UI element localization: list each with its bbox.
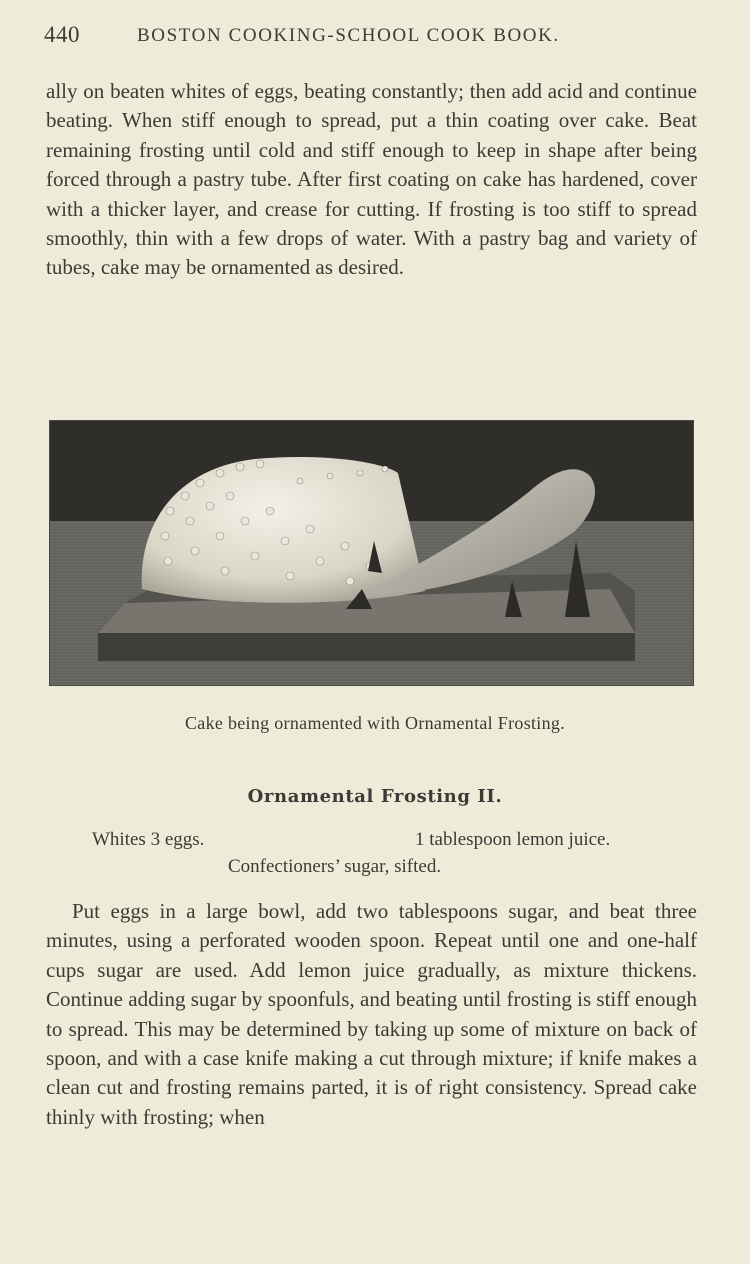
figure-caption: Cake being ornamented with Ornamental Frosting. bbox=[184, 713, 565, 733]
page-number: 440 bbox=[44, 22, 80, 47]
page-header bbox=[44, 22, 684, 52]
running-head: BOSTON COOKING-SCHOOL COOK BOOK. bbox=[137, 25, 560, 46]
cake-illustration bbox=[49, 420, 694, 686]
paragraph-recipe-method: Put eggs in a large bowl, add two tablespoons sugar, and beat three minutes, using a perforated wooden spoon. Repeat until one and one-half cups sugar are used. Add lemon juice gradually, as mixture thickens. Continue adding sugar by spoonfuls, and beating until frosting is stiff enough to spread. This may be determined by taking up some of mixture on back of spoon, and with a case knife making a cut through mixture; if knife makes a clean cut and frosting remains parted, it is of right consistency. Spread cake thinly with frosting; when bbox=[46, 899, 697, 1129]
paragraph-frosting-instructions: ally on beaten whites of eggs, beating constantly; then add acid and continue beating. When stiff enough to spread, put a thin coating over cake. Beat remaining frosting until cold and stiff enough to keep in shape after being forced through a pastry tube. After first coating on cake has hardened, cover with a thicker layer, and crease for cutting. If frosting is too stiff to spread smoothly, thin with a few drops of water. With a pastry bag and variety of tubes, cake may be ornamented as desired. bbox=[46, 79, 697, 280]
ingredient-sugar: Confectioners’ sugar, sifted. bbox=[228, 856, 442, 877]
ingredient-lemon-juice: 1 tablespoon lemon juice. bbox=[415, 829, 611, 850]
recipe-title: Ornamental Frosting II. bbox=[247, 786, 503, 807]
ingredient-egg-whites: Whites 3 eggs. bbox=[92, 829, 205, 850]
